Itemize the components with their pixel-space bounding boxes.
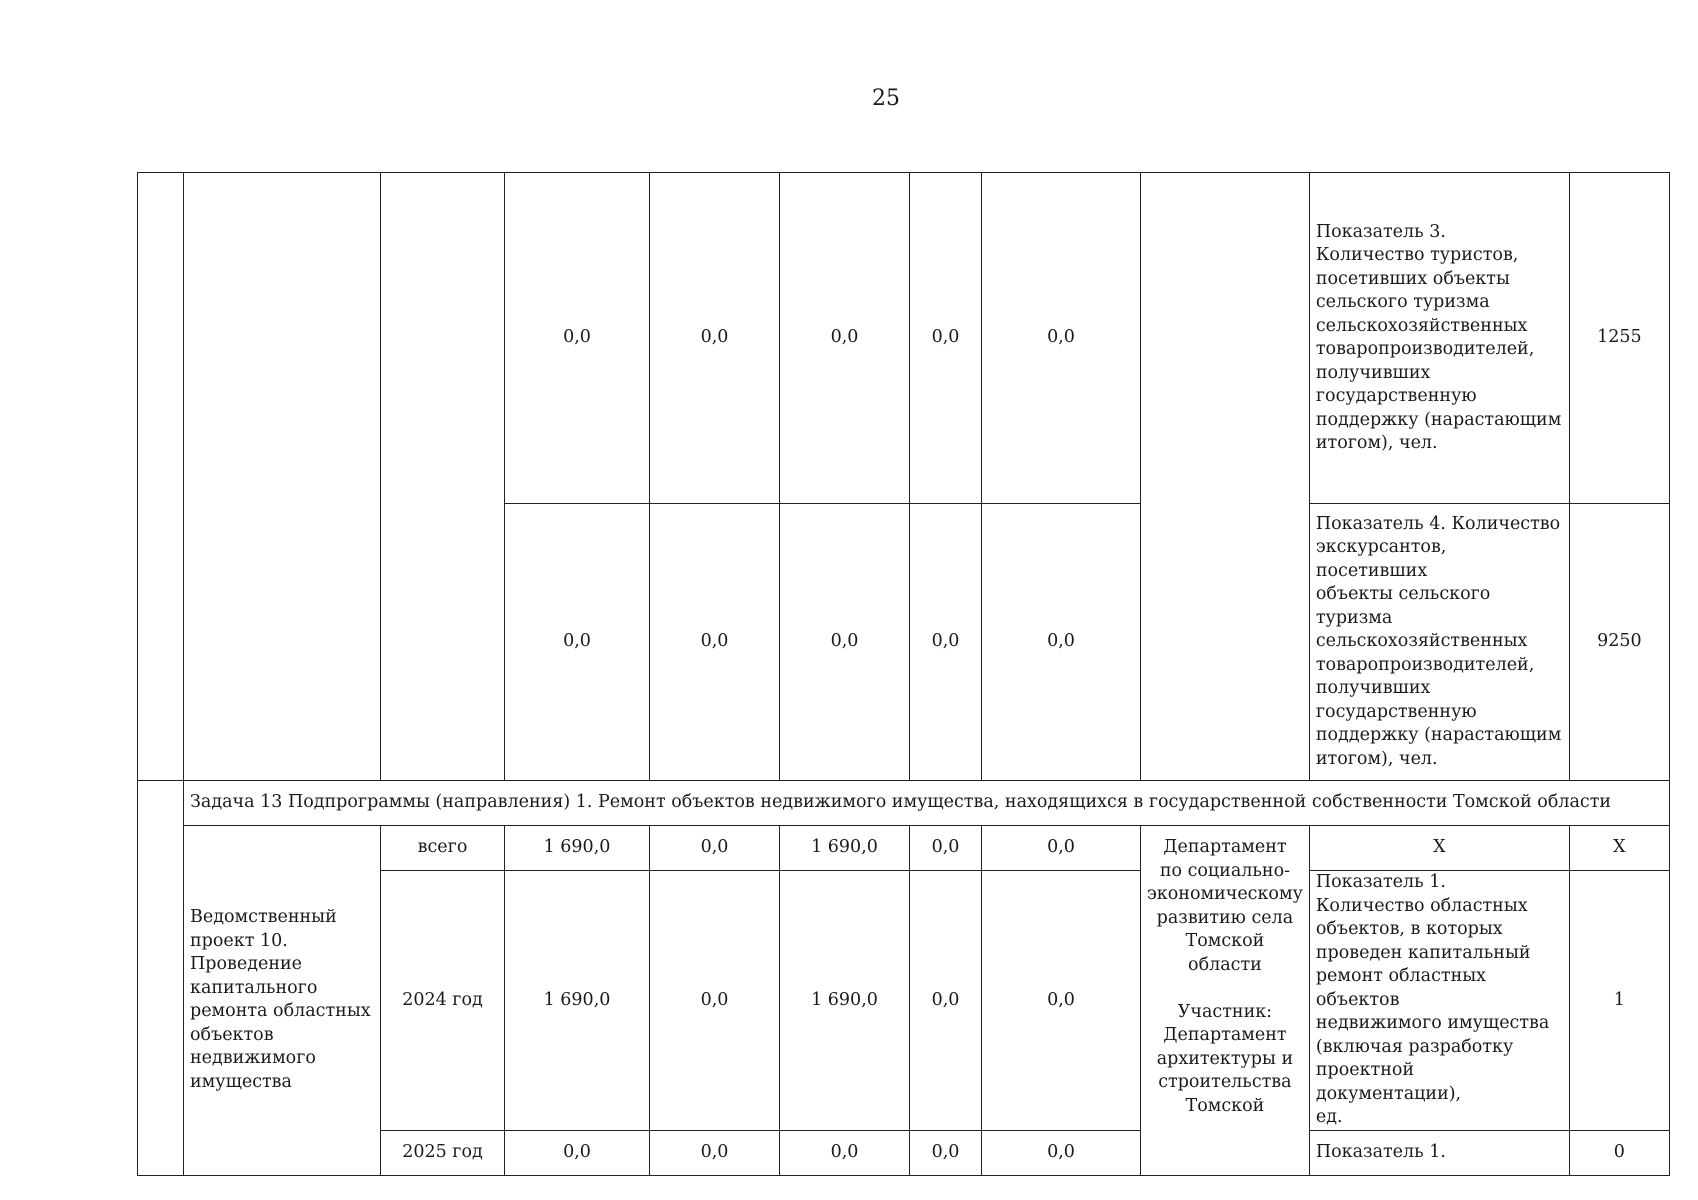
target-cell: 0 (1569, 1130, 1669, 1175)
table-row (138, 781, 1670, 826)
period-cell (381, 173, 505, 781)
value-cell: 0,0 (505, 504, 650, 781)
indicator-cell: Показатель 1. Количество областных объектов, в которых проведен капитальный ремонт областных объектов недвижимого имущества (включая разработку проектной документации), ед. (1309, 871, 1569, 1131)
responsible-cell (1141, 173, 1310, 781)
value-cell: 0,0 (650, 826, 780, 871)
value-cell: 0,0 (910, 826, 982, 871)
value-cell: 0,0 (910, 1130, 982, 1175)
task-title: Задача 13 Подпрограммы (направления) 1. Ремонт объектов недвижимого имущества, находящихся в государственной собственности Томской области (184, 781, 1670, 826)
value-cell: 0,0 (650, 871, 780, 1131)
value-cell: 0,0 (910, 173, 982, 504)
value-cell: 0,0 (780, 1130, 910, 1175)
value-cell: 0,0 (650, 504, 780, 781)
target-cell: 1255 (1569, 173, 1669, 504)
value-cell: 0,0 (982, 1130, 1141, 1175)
value-cell: 0,0 (910, 871, 982, 1131)
value-cell: 0,0 (982, 826, 1141, 871)
number-cell (138, 173, 184, 781)
indicator-cell: Показатель 3. Количество туристов, посетивших объекты сельского туризма сельскохозяйственных товаропроизводителей, получивших государственную поддержку (нарастающим итогом), чел. (1309, 173, 1569, 504)
value-cell: 0,0 (780, 173, 910, 504)
program-table (137, 172, 1670, 1176)
period-cell: 2024 год (381, 871, 505, 1131)
target-cell: 1 (1569, 871, 1669, 1131)
indicator-cell: Показатель 1. (1309, 1130, 1569, 1175)
target-cell: 9250 (1569, 504, 1669, 781)
table-row (138, 826, 1670, 871)
target-cell: Х (1569, 826, 1669, 871)
name-cell (184, 173, 381, 781)
page-number: 25 (872, 86, 900, 111)
value-cell: 0,0 (505, 1130, 650, 1175)
value-cell: 0,0 (780, 504, 910, 781)
responsible-cell: Департамент по социально- экономическому развитию села Томской области Участник: Департамент архитектуры и строительства Томской (1141, 826, 1310, 1176)
value-cell: 0,0 (982, 504, 1141, 781)
value-cell: 1 690,0 (505, 826, 650, 871)
indicator-cell: Показатель 4. Количество экскурсантов, посетивших объекты сельского туризма сельскохозяйственных товаропроизводителей, получивших государственную поддержку (нарастающим итогом), чел. (1309, 504, 1569, 781)
value-cell: 0,0 (982, 173, 1141, 504)
period-cell: всего (381, 826, 505, 871)
value-cell: 0,0 (650, 1130, 780, 1175)
value-cell: 1 690,0 (780, 871, 910, 1131)
value-cell: 0,0 (650, 173, 780, 504)
value-cell: 1 690,0 (780, 826, 910, 871)
value-cell: 1 690,0 (505, 871, 650, 1131)
project-name-cell: Ведомственный проект 10. Проведение капитального ремонта областных объектов недвижимого имущества (184, 826, 381, 1176)
number-cell (138, 781, 184, 1176)
table-row (138, 173, 1670, 504)
indicator-cell: Х (1309, 826, 1569, 871)
value-cell: 0,0 (982, 871, 1141, 1131)
value-cell: 0,0 (505, 173, 650, 504)
period-cell: 2025 год (381, 1130, 505, 1175)
value-cell: 0,0 (910, 504, 982, 781)
